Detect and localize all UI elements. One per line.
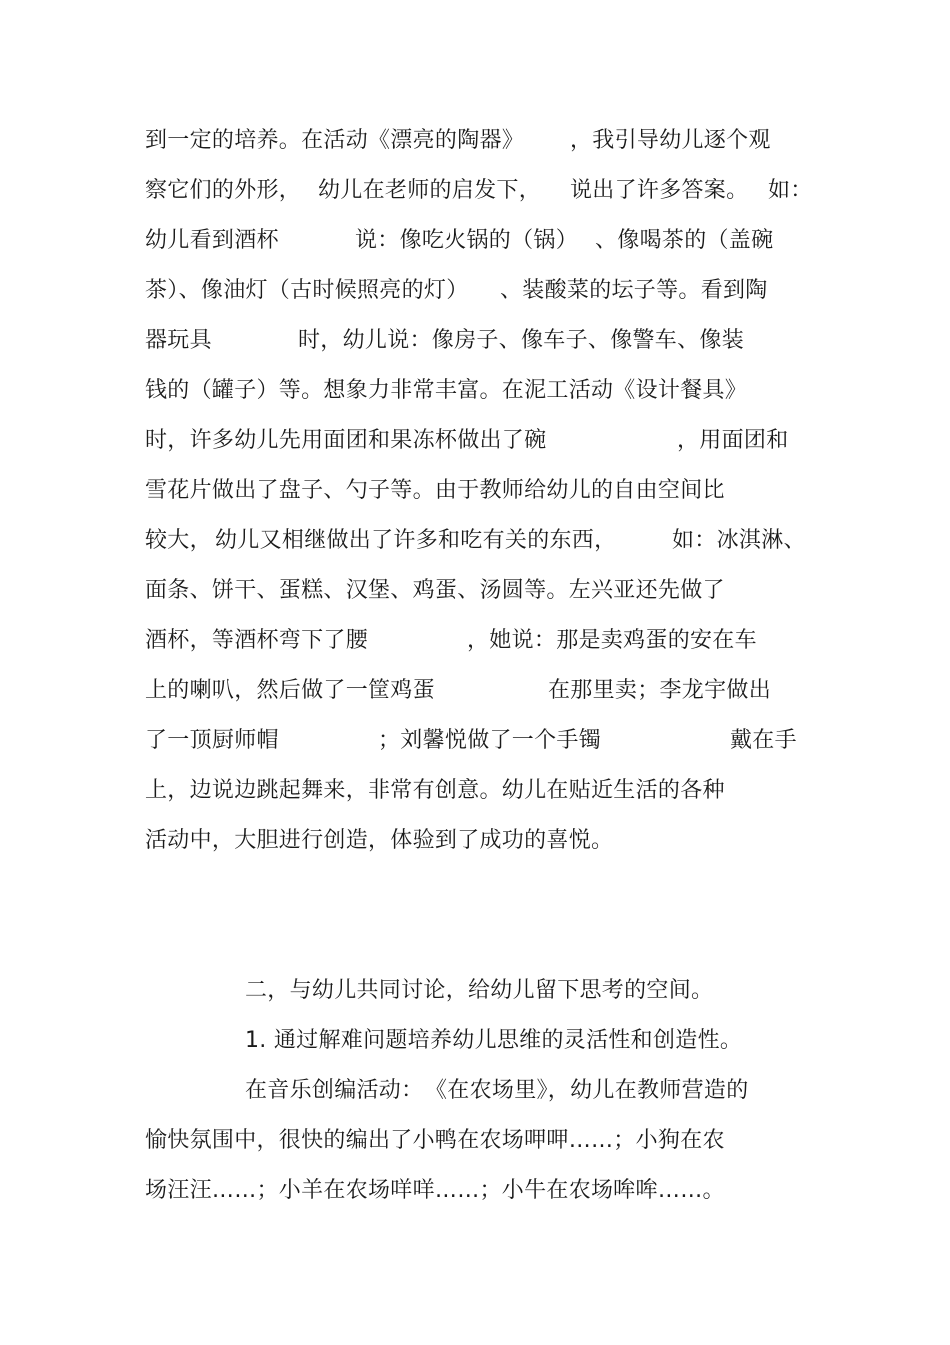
text-segment: ；刘馨悦做了一个手镯 — [378, 728, 602, 753]
text-segment: 了一顶厨师帽 — [145, 728, 279, 753]
text-segment: 茶）、像油灯（古时候照亮的灯） — [145, 278, 469, 303]
text-segment: 说：像吃火锅的（锅） — [355, 228, 579, 253]
text-segment: 幼儿在老师的启发下， — [318, 178, 542, 203]
text-segment: 较大， — [145, 528, 212, 553]
text-segment: 上的喇叭，然后做了一筐鸡蛋 — [145, 678, 435, 703]
text-segment: 面条、饼干、蛋糕、汉堡、鸡蛋、汤圆等。左兴亚还先做了 — [145, 578, 725, 603]
text-segment: 钱的（罐子）等。想象力非常丰富。在泥工活动《设计餐具》 — [145, 378, 748, 403]
text-segment: 察它们的外形， — [145, 178, 302, 203]
text-segment: 如：冰淇淋、 — [672, 528, 806, 553]
text-segment: 如： — [768, 178, 813, 203]
text-segment: ，她说：那是卖鸡蛋的安在车 — [467, 628, 757, 653]
text-segment: 雪花片做出了盘子、勺子等。由于教师给幼儿的自由空间比 — [145, 478, 725, 503]
text-segment: 戴在手 — [730, 728, 797, 753]
section-heading-text: 二，与幼儿共同讨论，给幼儿留下思考的空间。 — [245, 978, 714, 1003]
text-segment: 幼儿看到酒杯 — [145, 228, 279, 253]
text-segment: ，用面团和 — [677, 428, 789, 453]
text-segment: 上，边说边跳起舞来，非常有创意。幼儿在贴近生活的各种 — [145, 778, 725, 803]
text-segment: 场汪汪……；小羊在农场咩咩……；小牛在农场哞哞……。 — [145, 1178, 725, 1203]
text-segment: ，我引导幼儿逐个观 — [570, 128, 771, 153]
text-segment: 到一定的培养。在活动《漂亮的陶器》 — [145, 128, 525, 153]
text-segment: 活动中，大胆进行创造，体验到了成功的喜悦。 — [145, 828, 614, 853]
text-segment: 《在农场里》，幼儿在教师营造的 — [425, 1078, 749, 1103]
text-segment: 愉快氛围中，很快的编出了小鸭在农场呷呷……；小狗在农 — [145, 1128, 725, 1153]
subheading-text: 1. 通过解难问题培养幼儿思维的灵活性和创造性。 — [245, 1028, 743, 1053]
text-segment: 在那里卖；李龙宇做出 — [548, 678, 772, 703]
text-segment: 酒杯，等酒杯弯下了腰 — [145, 628, 369, 653]
text-segment: 说出了许多答案。 — [570, 178, 749, 203]
text-segment: 幼儿又相继做出了许多和吃有关的东西， — [215, 528, 617, 553]
text-segment: 时，幼儿说：像房子、像车子、像警车、像装 — [298, 328, 745, 353]
text-segment: 时，许多幼儿先用面团和果冻杯做出了碗 — [145, 428, 547, 453]
text-segment: 在音乐创编活动： — [245, 1078, 424, 1103]
text-segment: 、装酸菜的坛子等。看到陶 — [500, 278, 768, 303]
text-segment: 、像喝茶的（盖碗 — [595, 228, 774, 253]
text-segment: 器玩具 — [145, 328, 212, 353]
